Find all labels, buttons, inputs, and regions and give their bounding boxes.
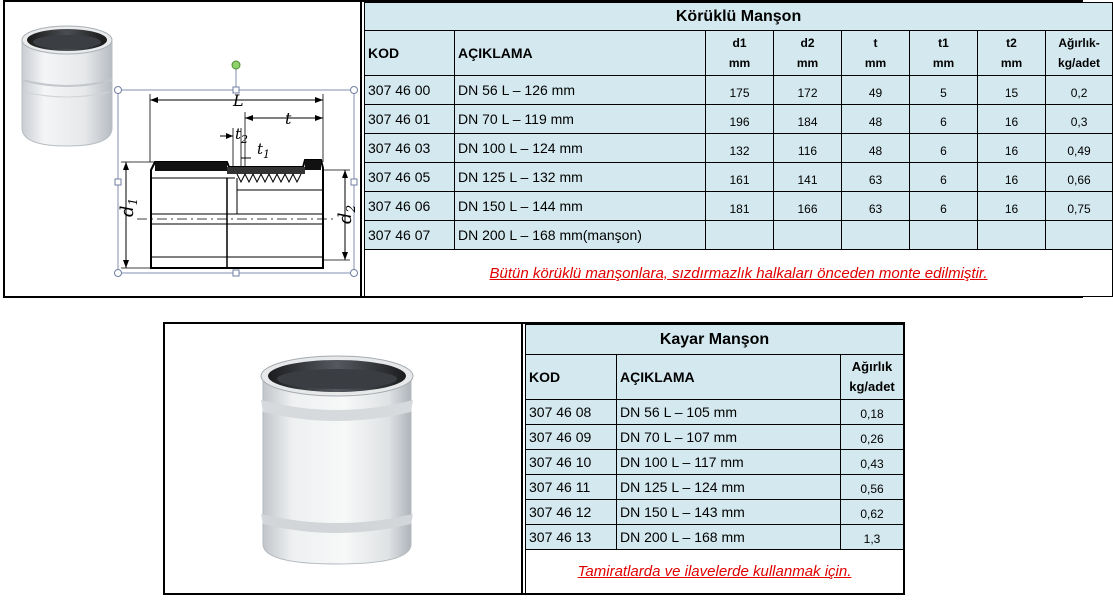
cell-agirlik: 1,3: [841, 525, 904, 550]
table-row: [526, 425, 904, 450]
header-t: t mm: [842, 31, 910, 76]
kayar-note: Tamiratlarda ve ilavelerde kullanmak için.: [526, 550, 904, 594]
cell-d1: 175: [706, 76, 774, 105]
cell-d2: 141: [774, 163, 842, 192]
cell-agirlik: 0,43: [841, 450, 904, 475]
header-agirlik: Ağırlık- kg/adet: [1046, 31, 1113, 76]
cell-t2: 16: [978, 134, 1046, 163]
table-row: [365, 134, 1113, 163]
cell-t: [842, 221, 910, 250]
cell-agirlik: 0,62: [841, 500, 904, 525]
diagram-label-t2: $t_2$: [235, 125, 249, 146]
cell-aciklama: DN 100 L – 124 mm: [455, 134, 706, 163]
kayar-coupling-photo: [261, 356, 413, 564]
cell-t2: 16: [978, 192, 1046, 221]
cell-d2: 116: [774, 134, 842, 163]
cell-aciklama: DN 200 L – 168 mm(manşon): [455, 221, 706, 250]
cell-t2: 16: [978, 105, 1046, 134]
cell-aciklama: DN 200 L – 168 mm: [617, 525, 841, 550]
table-row: [365, 192, 1113, 221]
cell-kod: 307 46 01: [365, 105, 455, 134]
cell-aciklama: DN 70 L – 107 mm: [617, 425, 841, 450]
koruklu-table: [364, 2, 1113, 297]
diagram-label-d1: $d_1$: [117, 197, 140, 217]
header-kod: KOD: [526, 355, 617, 400]
cell-d1: 132: [706, 134, 774, 163]
table-row: [365, 221, 1113, 250]
cell-kod: 307 46 12: [526, 500, 617, 525]
cell-aciklama: DN 150 L – 144 mm: [455, 192, 706, 221]
kayar-table-cell: [525, 324, 903, 593]
cell-kod: 307 46 06: [365, 192, 455, 221]
cell-d1: [706, 221, 774, 250]
kayar-illustration: [165, 324, 521, 593]
cell-t1: 5: [910, 76, 978, 105]
cell-agirlik: 0,2: [1046, 76, 1113, 105]
cell-kod: 307 46 00: [365, 76, 455, 105]
cell-agirlik: 0,26: [841, 425, 904, 450]
cell-t2: 15: [978, 76, 1046, 105]
cell-agirlik: 0,49: [1046, 134, 1113, 163]
cell-kod: 307 46 13: [526, 525, 617, 550]
cell-kod: 307 46 11: [526, 475, 617, 500]
table-row: [526, 525, 904, 550]
cell-t1: 6: [910, 163, 978, 192]
koruklu-image-cell: [5, 2, 362, 296]
cell-d1: 181: [706, 192, 774, 221]
cell-t: 63: [842, 192, 910, 221]
diagram-label-L: L: [233, 91, 244, 110]
cell-t: 63: [842, 163, 910, 192]
koruklu-title: Körüklü Manşon: [365, 3, 1113, 31]
table-row: [526, 450, 904, 475]
koruklu-header-row: [365, 31, 1113, 76]
koruklu-note: Bütün körüklü manşonlara, sızdırmazlık halkaları önceden monte edilmiştir.: [365, 250, 1113, 297]
cell-agirlik: 0,18: [841, 400, 904, 425]
diagram-label-t1: $t_1$: [257, 140, 271, 161]
cell-agirlik: 0,56: [841, 475, 904, 500]
header-t2: t2 mm: [978, 31, 1046, 76]
cell-t: 48: [842, 134, 910, 163]
cell-kod: 307 46 09: [526, 425, 617, 450]
table-row: [526, 400, 904, 425]
cell-t1: 6: [910, 134, 978, 163]
koruklu-manson-section: [3, 0, 1101, 298]
header-kod: KOD: [365, 31, 455, 76]
header-agirlik: Ağırlık kg/adet: [841, 355, 904, 400]
koruklu-table-cell: [364, 2, 1101, 296]
cell-kod: 307 46 03: [365, 134, 455, 163]
section-diagram: [115, 61, 359, 277]
cell-agirlik: 0,75: [1046, 192, 1113, 221]
kayar-manson-section: [163, 322, 905, 595]
table-row: [365, 105, 1113, 134]
cell-d2: 172: [774, 76, 842, 105]
cell-kod: 307 46 10: [526, 450, 617, 475]
cell-t1: [910, 221, 978, 250]
koruklu-illustration: [5, 2, 360, 296]
coupling-photo: [22, 26, 112, 146]
cell-kod: 307 46 07: [365, 221, 455, 250]
cell-t1: 6: [910, 192, 978, 221]
cell-t2: [978, 221, 1046, 250]
table-row: [365, 163, 1113, 192]
cell-kod: 307 46 05: [365, 163, 455, 192]
cell-aciklama: DN 70 L – 119 mm: [455, 105, 706, 134]
kayar-image-cell: [165, 324, 523, 593]
kayar-table: [525, 324, 904, 594]
diagram-label-d2: $d_2$: [335, 204, 358, 224]
cell-d1: 161: [706, 163, 774, 192]
header-d1: d1 mm: [706, 31, 774, 76]
cell-kod: 307 46 08: [526, 400, 617, 425]
cell-agirlik: [1046, 221, 1113, 250]
cell-aciklama: DN 125 L – 124 mm: [617, 475, 841, 500]
header-t1: t1 mm: [910, 31, 978, 76]
cell-d2: 166: [774, 192, 842, 221]
table-row: [526, 500, 904, 525]
header-aciklama: AÇIKLAMA: [617, 355, 841, 400]
cell-t: 49: [842, 76, 910, 105]
table-row: [365, 76, 1113, 105]
cell-t1: 6: [910, 105, 978, 134]
table-row: [526, 475, 904, 500]
cell-agirlik: 0,66: [1046, 163, 1113, 192]
header-d2: d2 mm: [774, 31, 842, 76]
cell-t: 48: [842, 105, 910, 134]
cell-aciklama: DN 125 L – 132 mm: [455, 163, 706, 192]
cell-agirlik: 0,3: [1046, 105, 1113, 134]
kayar-title: Kayar Manşon: [526, 325, 904, 355]
cell-d2: [774, 221, 842, 250]
header-aciklama: AÇIKLAMA: [455, 31, 706, 76]
diagram-label-t: t: [285, 109, 292, 128]
cell-d2: 184: [774, 105, 842, 134]
cell-t2: 16: [978, 163, 1046, 192]
cell-aciklama: DN 100 L – 117 mm: [617, 450, 841, 475]
cell-aciklama: DN 56 L – 105 mm: [617, 400, 841, 425]
cell-aciklama: DN 56 L – 126 mm: [455, 76, 706, 105]
cell-d1: 196: [706, 105, 774, 134]
cell-aciklama: DN 150 L – 143 mm: [617, 500, 841, 525]
kayar-header-row: [526, 355, 904, 400]
